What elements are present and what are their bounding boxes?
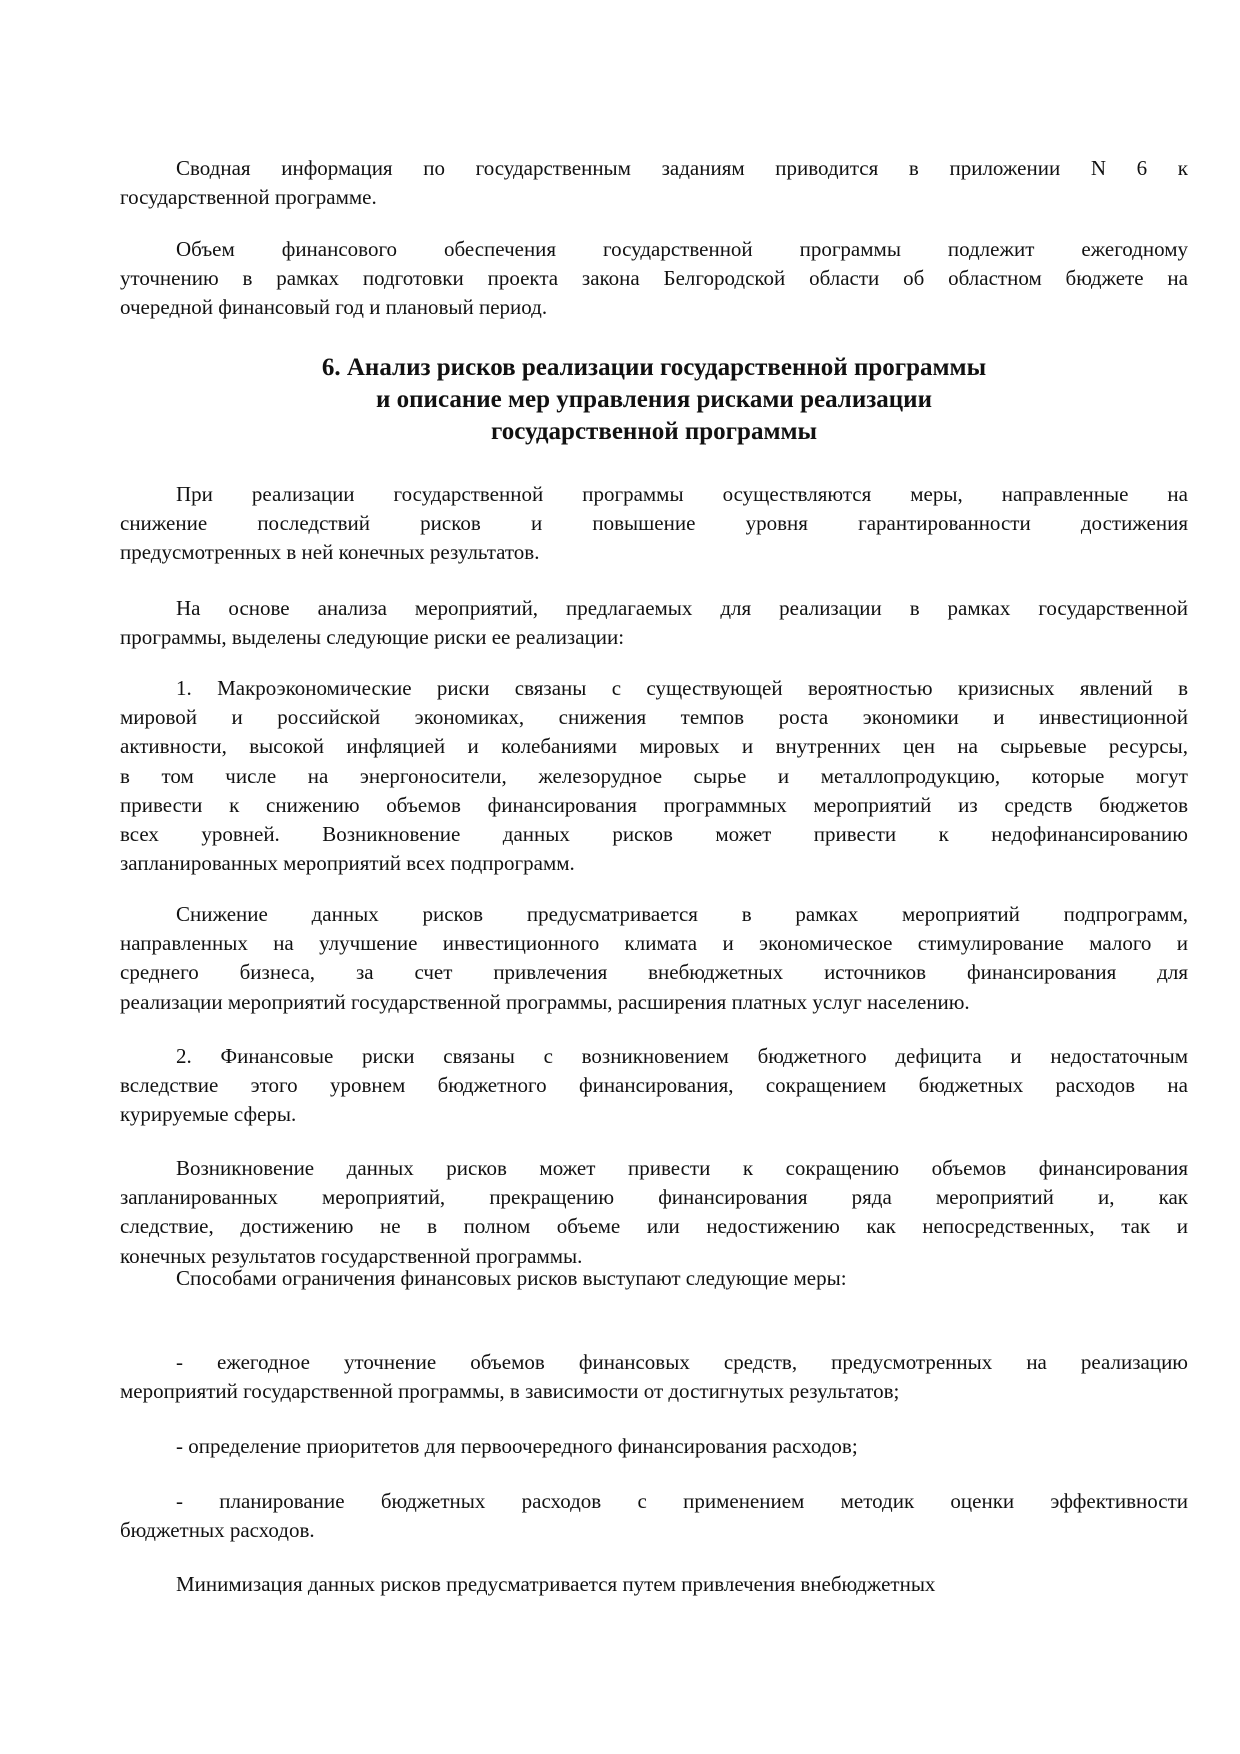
text-line: - определение приоритетов для первоочередного финансирования расходов;: [176, 1434, 858, 1458]
paragraph: [120, 1432, 1188, 1461]
paragraph: [120, 594, 1188, 652]
text-line: в том числе на энергоносители, железорудное сырье и металлопродукцию, которые могут: [120, 763, 1188, 788]
text-line: запланированных мероприятий, прекращению финансирования ряда мероприятий и, как: [120, 1185, 1188, 1210]
heading-line: 6. Анализ рисков реализации государственной программы: [321, 354, 987, 381]
text-line: мировой и российской экономиках, снижения темпов роста экономики и инвестиционной: [120, 705, 1188, 730]
paragraph: [120, 235, 1188, 323]
heading-line: государственной программы: [490, 418, 818, 445]
text-line: Сводная информация по государственным заданиям приводится в приложении N 6 к: [176, 156, 1188, 180]
paragraph: [120, 1570, 1188, 1599]
paragraph: [120, 154, 1188, 212]
paragraph: [120, 480, 1188, 568]
text-line: снижение последствий рисков и повышение уровня гарантированности достижения: [120, 511, 1188, 536]
heading-line: и описание мер управления рисками реализации: [375, 386, 932, 413]
paragraph: [120, 1348, 1188, 1406]
text-line: Объем финансового обеспечения государственной программы подлежит ежегодному: [176, 237, 1188, 261]
text-line: Минимизация данных рисков предусматривается путем привлечения внебюджетных: [176, 1572, 936, 1596]
text-line: бюджетных расходов.: [120, 1518, 315, 1543]
text-line: 1. Макроэкономические риски связаны с существующей вероятностью кризисных явлений в: [176, 676, 1188, 700]
paragraph: [120, 900, 1188, 1017]
text-line: - ежегодное уточнение объемов финансовых средств, предусмотренных на реализацию: [176, 1350, 1188, 1374]
text-line: предусмотренных в ней конечных результатов.: [120, 540, 540, 565]
text-line: запланированных мероприятий всех подпрограмм.: [120, 851, 575, 876]
paragraph: [120, 1264, 1188, 1293]
text-line: активности, высокой инфляцией и колебаниями мировых и внутренних цен на сырьевые ресурсы,: [120, 734, 1188, 759]
text-line: государственной программе.: [120, 185, 377, 210]
text-line: среднего бизнеса, за счет привлечения внебюджетных источников финансирования для: [120, 960, 1188, 985]
text-line: направленных на улучшение инвестиционного климата и экономическое стимулирование малого и: [120, 931, 1188, 956]
section-heading: [120, 352, 1188, 448]
paragraph: [120, 1154, 1188, 1271]
text-line: уточнению в рамках подготовки проекта закона Белгородской области об областном бюджете на: [120, 266, 1188, 291]
text-line: привести к снижению объемов финансирования программных мероприятий из средств бюджетов: [120, 792, 1188, 817]
text-line: мероприятий государственной программы, в зависимости от достигнутых результатов;: [120, 1379, 900, 1404]
paragraph: [120, 1042, 1188, 1130]
text-line: реализации мероприятий государственной программы, расширения платных услуг населению.: [120, 989, 970, 1014]
text-line: 2. Финансовые риски связаны с возникновением бюджетного дефицита и недостаточным: [176, 1044, 1188, 1068]
text-line: вследствие этого уровнем бюджетного финансирования, сокращением бюджетных расходов на: [120, 1073, 1188, 1098]
text-line: Снижение данных рисков предусматривается в рамках мероприятий подпрограмм,: [176, 902, 1188, 926]
text-line: всех уровней. Возникновение данных рисков может привести к недофинансированию: [120, 821, 1188, 846]
text-line: Возникновение данных рисков может привести к сокращению объемов финансирования: [176, 1156, 1188, 1180]
paragraph: [120, 1487, 1188, 1545]
text-line: конечных результатов государственной программы.: [120, 1243, 583, 1268]
text-line: следствие, достижению не в полном объеме или недостижению как непосредственных, так и: [120, 1214, 1188, 1239]
paragraph: [120, 674, 1188, 878]
text-line: - планирование бюджетных расходов с применением методик оценки эффективности: [176, 1489, 1188, 1513]
text-line: очередной финансовый год и плановый период.: [120, 295, 548, 320]
text-line: Способами ограничения финансовых рисков выступают следующие меры:: [176, 1266, 847, 1290]
text-line: курируемые сферы.: [120, 1102, 297, 1127]
text-line: программы, выделены следующие риски ее реализации:: [120, 625, 625, 650]
text-line: На основе анализа мероприятий, предлагаемых для реализации в рамках государственной: [176, 596, 1188, 620]
text-line: При реализации государственной программы осуществляются меры, направленные на: [176, 482, 1188, 506]
